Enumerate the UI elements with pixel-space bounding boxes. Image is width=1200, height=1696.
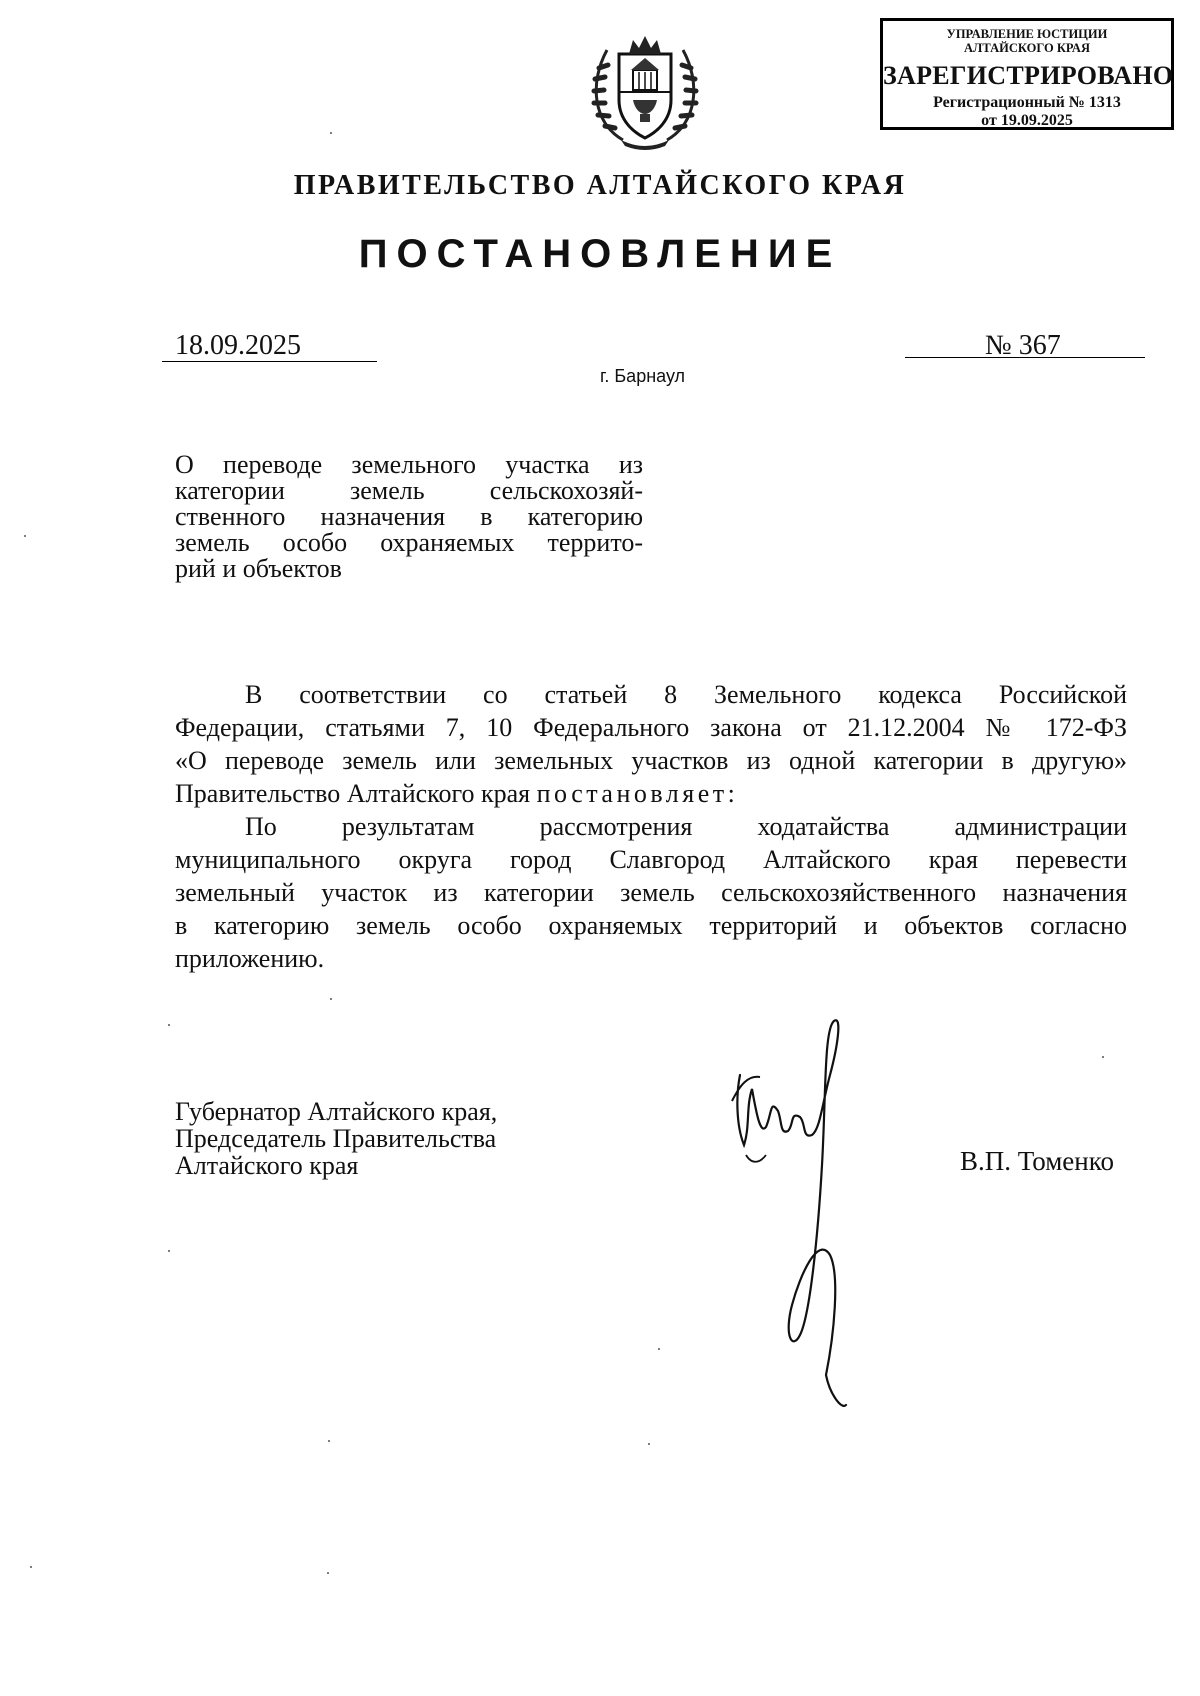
body-line-resolution [175, 777, 1127, 810]
stamp-authority-line1: УПРАВЛЕНИЕ ЮСТИЦИИ [946, 27, 1108, 41]
signer-name: В.П. Томенко [960, 1146, 1114, 1176]
scan-speck [1102, 1056, 1104, 1058]
resolution-colon: : [727, 779, 735, 808]
stamp-reg-date: от 19.09.2025 [981, 112, 1073, 129]
scan-speck [168, 1250, 170, 1252]
coat-of-arms-icon [585, 28, 705, 153]
signer-position-line: Алтайского края [175, 1151, 359, 1180]
resolution-verb: постановляет [536, 779, 728, 808]
subject-line: категории земель сельскохозяй- [175, 476, 643, 505]
subject-line: ственного назначения в категорию [175, 502, 643, 531]
document-date: 18.09.2025 [175, 330, 301, 361]
scan-speck [330, 998, 332, 1000]
scan-speck [168, 1024, 170, 1026]
body-line: «О переводе земель или земельных участков из одной категории в другую» [175, 746, 1127, 775]
scan-speck [327, 1572, 329, 1574]
body-line: В соответствии со статьей 8 Земельного кодекса Российской [245, 680, 1127, 709]
stamp-reg-number: Регистрационный № 1313 [933, 94, 1121, 111]
handwritten-signature [730, 1015, 890, 1415]
document-number: № 367 [985, 330, 1061, 361]
body-line: Федерации, статьями 7, 10 Федерального закона от 21.12.2004 № 172-ФЗ [175, 713, 1127, 742]
scan-speck [328, 1440, 330, 1442]
scan-speck [330, 132, 332, 134]
document-body [175, 678, 1127, 975]
body-line: По результатам рассмотрения ходатайства администрации [245, 812, 1127, 841]
stamp-authority-line2: АЛТАЙСКОГО КРАЯ [964, 41, 1090, 55]
body-line: в категорию земель особо охраняемых территорий и объектов согласно [175, 911, 1127, 940]
resolution-prefix: Правительство Алтайского края [175, 779, 537, 808]
scan-speck [24, 535, 26, 537]
registration-stamp [880, 18, 1174, 130]
scan-speck [658, 1348, 660, 1350]
subject-line: рий и объектов [175, 554, 342, 583]
document-type: ПОСТАНОВЛЕНИЕ [358, 232, 842, 276]
number-underline [905, 357, 1145, 358]
document-city: г. Барнаул [600, 366, 686, 386]
subject-line: О переводе земельного участка из [175, 450, 643, 479]
body-line: муниципального округа город Славгород Алтайского края перевести [175, 845, 1127, 874]
signer-position-line: Председатель Правительства [175, 1124, 497, 1153]
date-underline [162, 361, 377, 362]
body-line: приложению. [175, 944, 325, 973]
subject-line: земель особо охраняемых террито- [175, 528, 643, 557]
signer-position-line: Губернатор Алтайского края, [175, 1097, 498, 1126]
government-title: ПРАВИТЕЛЬСТВО АЛТАЙСКОГО КРАЯ [293, 170, 907, 201]
scan-speck [648, 1443, 650, 1445]
document-subject [175, 452, 643, 582]
stamp-status: ЗАРЕГИСТРИРОВАНО [883, 61, 1174, 90]
body-line: земельный участок из категории земель сельскохозяйственного назначения [175, 878, 1127, 907]
signer-position [175, 1098, 497, 1179]
scan-speck [30, 1566, 32, 1568]
